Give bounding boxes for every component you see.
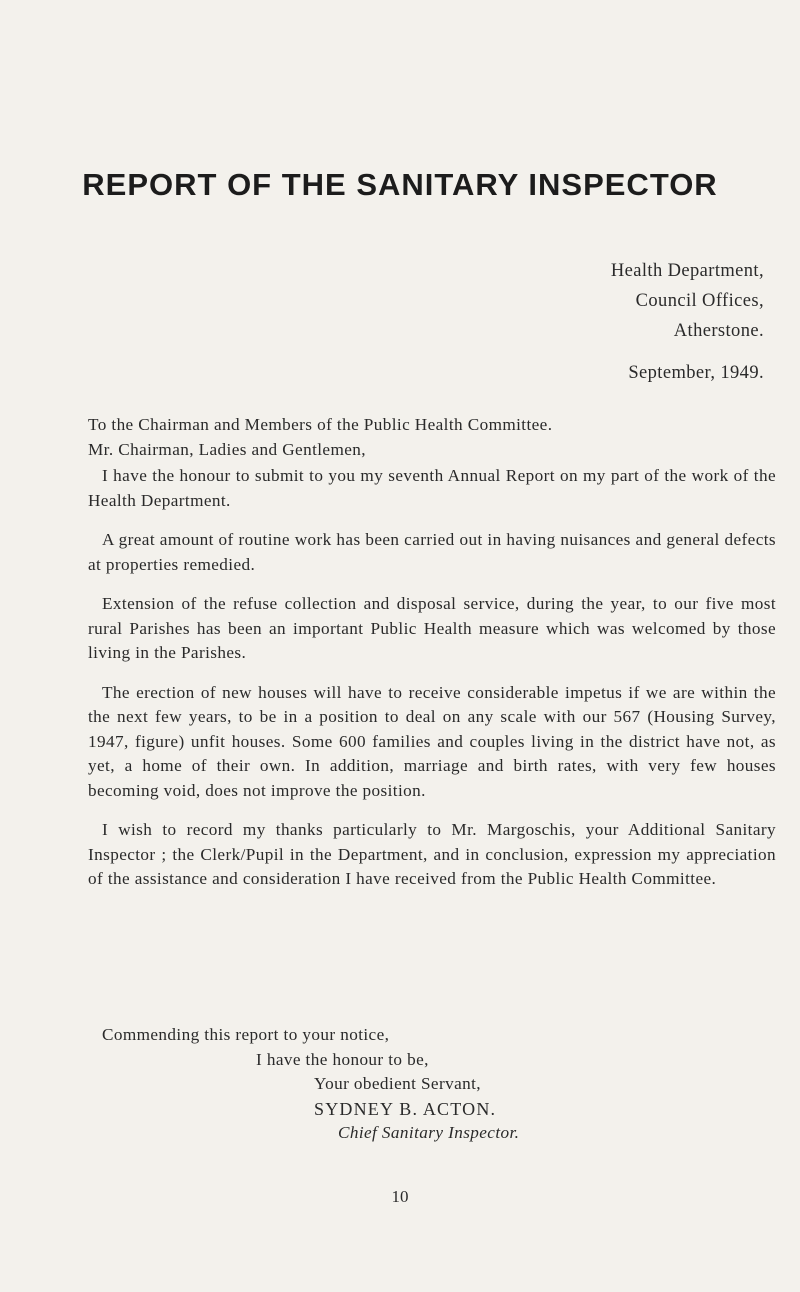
paragraph-refuse-collection: Extension of the refuse collection and disposal service, during the year, to our five most rural Parishes has been an important Public Health measure which was welcomed by those living in the Parishes. — [88, 594, 776, 662]
closing-servant: Your obedient Servant, — [314, 1074, 481, 1093]
page-title: REPORT OF THE SANITARY INSPECTOR — [82, 167, 718, 202]
address-line-department: Health Department, — [610, 261, 764, 281]
sender-address-block — [611, 256, 764, 388]
paragraph-annual-report: I have the honour to submit to you my seventh Annual Report on my part of the work of the Health Department. — [88, 466, 776, 510]
signature-name: SYDNEY B. ACTON. — [314, 1098, 497, 1119]
signature-title: Chief Sanitary Inspector. — [338, 1123, 520, 1142]
salutation-line: Mr. Chairman, Ladies and Gentlemen, — [88, 439, 366, 459]
address-line-town: Atherstone. — [673, 321, 764, 341]
address-line-offices: Council Offices, — [635, 291, 764, 311]
addressee-line: To the Chairman and Members of the Public Health Committee. — [88, 415, 553, 434]
closing-commend: Commending this report to your notice, — [102, 1025, 390, 1044]
letter-date: September, 1949. — [628, 363, 764, 383]
letter-closing — [88, 1023, 776, 1146]
paragraph-thanks: I wish to record my thanks particularly to Mr. Margoschis, your Additional Sanitary Inspector ; the Clerk/Pupil in the Department, and in conclusion, expression my appreciation of the assistance and consideration I have received from the Public Health Committee. — [88, 820, 776, 888]
paragraph-routine-work: A great amount of routine work has been carried out in having nuisances and general defects at properties remedied. — [88, 530, 776, 574]
paragraph-housing: The erection of new houses will have to receive considerable impetus if we are within the the next few years, to be in a position to deal on any scale with our 567 (Housing Survey, 1947, figure) unfit houses. Some 600 families and couples living in the district have not, as yet, a home of their own. In addition, marriage and birth rates, with very few houses becoming void, does not improve the position. — [88, 682, 776, 800]
letter-body — [88, 413, 776, 907]
closing-honour: I have the honour to be, — [256, 1049, 429, 1069]
page-number: 10 — [391, 1187, 409, 1206]
